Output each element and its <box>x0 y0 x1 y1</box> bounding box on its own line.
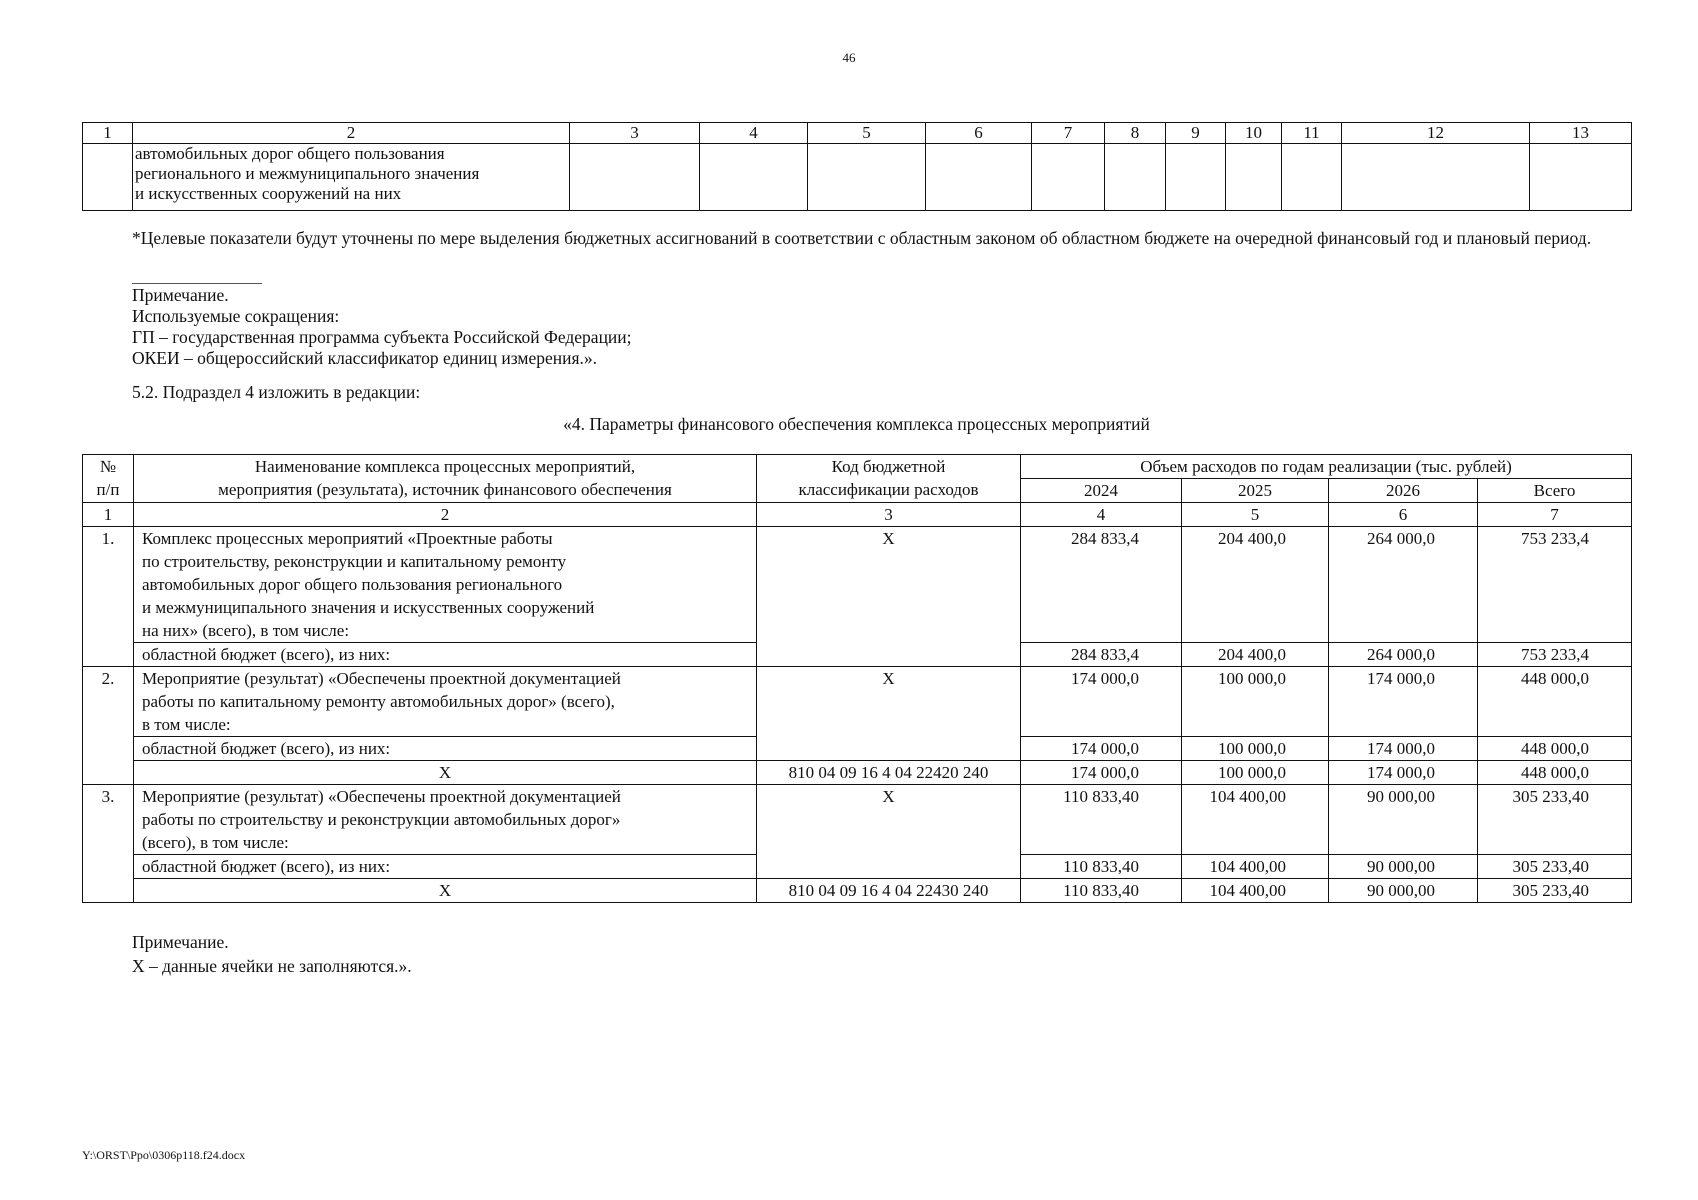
code-cell: Х <box>757 527 1021 667</box>
note-block <box>132 930 412 978</box>
sub-name-cell: Х <box>134 761 757 785</box>
value-cell: 174 000,0 <box>1329 737 1478 761</box>
value-cell: 174 000,0 <box>1021 667 1182 737</box>
header-cell: 2 <box>133 123 570 144</box>
row-name-line: работы по строительству и реконструкции автомобильных дорог» <box>142 810 621 829</box>
row-name-line: по строительству, реконструкции и капитальному ремонту <box>142 552 567 571</box>
paragraph: 5.2. Подраздел 4 изложить в редакции: <box>132 382 421 402</box>
value-cell: 305 233,40 <box>1478 785 1632 855</box>
value-cell: 264 000,0 <box>1329 643 1478 667</box>
footnote: *Целевые показатели будут уточнены по мере выделения бюджетных ассигнований в соответствии с областным законом об областном бюджете на очередной финансовый год и плановый период. <box>132 228 1592 248</box>
row-name-cell <box>134 527 757 643</box>
table-row <box>83 785 1632 855</box>
code-cell: Х <box>757 785 1021 879</box>
budget-name-cell: областной бюджет (всего), из них: <box>134 643 757 667</box>
empty-cell <box>808 144 926 211</box>
header-cell: 7 <box>1032 123 1105 144</box>
empty-cell <box>1226 144 1282 211</box>
note-title: Примечание. <box>132 932 229 952</box>
code-cell: 810 04 09 16 4 04 22430 240 <box>757 879 1021 903</box>
header-no-line: № <box>99 457 117 476</box>
notes-abbrev-title: Используемые сокращения: <box>132 306 340 326</box>
row-name-line: автомобильных дорог общего пользования регионального <box>142 575 563 594</box>
row-number: 2. <box>83 667 134 785</box>
value-cell: 305 233,40 <box>1478 855 1632 879</box>
row-name-cell <box>134 785 757 855</box>
row-name-cell <box>134 667 757 737</box>
table-row <box>83 879 1632 903</box>
colnum-cell: 5 <box>1182 503 1329 527</box>
row-number: 3. <box>83 785 134 903</box>
header-cell: 4 <box>700 123 808 144</box>
header-cell: 10 <box>1226 123 1282 144</box>
header-name-line: мероприятия (результата), источник финансового обеспечения <box>218 480 672 499</box>
row-name-line: работы по капитальному ремонту автомобильных дорог» (всего), <box>142 692 615 711</box>
empty-cell <box>83 144 133 211</box>
value-cell: 110 833,40 <box>1021 879 1182 903</box>
budget-name-cell: областной бюджет (всего), из них: <box>134 737 757 761</box>
table-row <box>83 761 1632 785</box>
header-name-line: Наименование комплекса процессных мероприятий, <box>254 457 636 476</box>
header-cell: 8 <box>1105 123 1166 144</box>
separator-line <box>132 283 262 284</box>
value-cell: 284 833,4 <box>1021 527 1182 643</box>
page-number: 46 <box>842 50 856 65</box>
empty-cell <box>926 144 1032 211</box>
header-volume-cell: Объем расходов по годам реализации (тыс. рублей) <box>1021 455 1632 479</box>
value-cell: 753 233,4 <box>1478 643 1632 667</box>
value-cell: 174 000,0 <box>1021 737 1182 761</box>
empty-cell <box>570 144 700 211</box>
continuation-table-header-row <box>83 123 1632 144</box>
header-cell: 6 <box>926 123 1032 144</box>
row-name-line: в том числе: <box>142 715 231 734</box>
notes-gp: ГП – государственная программа субъекта Российской Федерации; <box>132 327 632 347</box>
empty-cell <box>700 144 808 211</box>
header-cell: 5 <box>808 123 926 144</box>
row-name-line: регионального и межмуниципального значения <box>135 164 480 183</box>
value-cell: 100 000,0 <box>1182 761 1329 785</box>
value-cell: 104 400,00 <box>1182 785 1329 855</box>
empty-cell <box>1105 144 1166 211</box>
row-name-line: Мероприятие (результат) «Обеспечены проектной документацией <box>142 669 621 688</box>
value-cell: 448 000,0 <box>1478 737 1632 761</box>
header-year-cell: 2024 <box>1021 479 1182 503</box>
header-year-cell: 2026 <box>1329 479 1478 503</box>
header-code-line: Код бюджетной <box>831 457 946 476</box>
header-cell: 12 <box>1342 123 1530 144</box>
header-no-cell <box>83 455 134 503</box>
notes-block <box>132 285 632 369</box>
continuation-table <box>82 122 1632 211</box>
notes-title: Примечание. <box>132 285 229 305</box>
value-cell: 264 000,0 <box>1329 527 1478 643</box>
header-year-cell: Всего <box>1478 479 1632 503</box>
value-cell: 90 000,00 <box>1329 785 1478 855</box>
value-cell: 174 000,0 <box>1329 761 1478 785</box>
financial-table-header-row <box>83 455 1632 479</box>
value-cell: 100 000,0 <box>1182 737 1329 761</box>
header-cell: 3 <box>570 123 700 144</box>
header-cell: 1 <box>83 123 133 144</box>
header-year-cell: 2025 <box>1182 479 1329 503</box>
colnum-cell: 4 <box>1021 503 1182 527</box>
header-code-cell <box>757 455 1021 503</box>
header-code-line: классификации расходов <box>798 480 979 499</box>
value-cell: 174 000,0 <box>1329 667 1478 737</box>
row-name-line: Комплекс процессных мероприятий «Проектные работы <box>142 529 553 548</box>
header-name-cell <box>134 455 757 503</box>
file-path: Y:\ORST\Ppo\0306p118.f24.docx <box>82 1148 246 1162</box>
header-no-line: п/п <box>96 480 120 499</box>
section-title: «4. Параметры финансового обеспечения комплекса процессных мероприятий <box>563 414 1150 434</box>
financial-table <box>82 454 1632 903</box>
header-cell: 13 <box>1530 123 1632 144</box>
value-cell: 104 400,00 <box>1182 879 1329 903</box>
value-cell: 174 000,0 <box>1021 761 1182 785</box>
note-text: Х – данные ячейки не заполняются.». <box>132 956 412 976</box>
financial-table-colnum-row <box>83 503 1632 527</box>
empty-cell <box>1166 144 1226 211</box>
value-cell: 448 000,0 <box>1478 667 1632 737</box>
row-number: 1. <box>83 527 134 667</box>
value-cell: 204 400,0 <box>1182 643 1329 667</box>
table-row <box>83 527 1632 643</box>
empty-cell <box>1032 144 1105 211</box>
header-cell: 9 <box>1166 123 1226 144</box>
value-cell: 104 400,00 <box>1182 855 1329 879</box>
value-cell: 110 833,40 <box>1021 855 1182 879</box>
value-cell: 284 833,4 <box>1021 643 1182 667</box>
value-cell: 90 000,00 <box>1329 855 1478 879</box>
row-name-line: и искусственных сооружений на них <box>135 184 402 203</box>
empty-cell <box>1530 144 1632 211</box>
table-row <box>83 144 1632 211</box>
colnum-cell: 6 <box>1329 503 1478 527</box>
colnum-cell: 3 <box>757 503 1021 527</box>
value-cell: 305 233,40 <box>1478 879 1632 903</box>
value-cell: 110 833,40 <box>1021 785 1182 855</box>
row-name-cell <box>133 144 570 211</box>
colnum-cell: 7 <box>1478 503 1632 527</box>
sub-name-cell: Х <box>134 879 757 903</box>
row-name-line: автомобильных дорог общего пользования <box>135 144 445 163</box>
value-cell: 100 000,0 <box>1182 667 1329 737</box>
value-cell: 753 233,4 <box>1478 527 1632 643</box>
colnum-cell: 1 <box>83 503 134 527</box>
empty-cell <box>1282 144 1342 211</box>
budget-name-cell: областной бюджет (всего), из них: <box>134 855 757 879</box>
row-name-line: и межмуниципального значения и искусственных сооружений <box>142 598 595 617</box>
code-cell: Х <box>757 667 1021 761</box>
notes-okei: ОКЕИ – общероссийский классификатор единиц измерения.». <box>132 348 598 368</box>
colnum-cell: 2 <box>134 503 757 527</box>
row-name-line: (всего), в том числе: <box>142 833 289 852</box>
row-name-line: Мероприятие (результат) «Обеспечены проектной документацией <box>142 787 621 806</box>
row-name-line: на них» (всего), в том числе: <box>142 621 350 640</box>
header-cell: 11 <box>1282 123 1342 144</box>
table-row <box>83 667 1632 737</box>
value-cell: 90 000,00 <box>1329 879 1478 903</box>
code-cell: 810 04 09 16 4 04 22420 240 <box>757 761 1021 785</box>
value-cell: 448 000,0 <box>1478 761 1632 785</box>
value-cell: 204 400,0 <box>1182 527 1329 643</box>
empty-cell <box>1342 144 1530 211</box>
